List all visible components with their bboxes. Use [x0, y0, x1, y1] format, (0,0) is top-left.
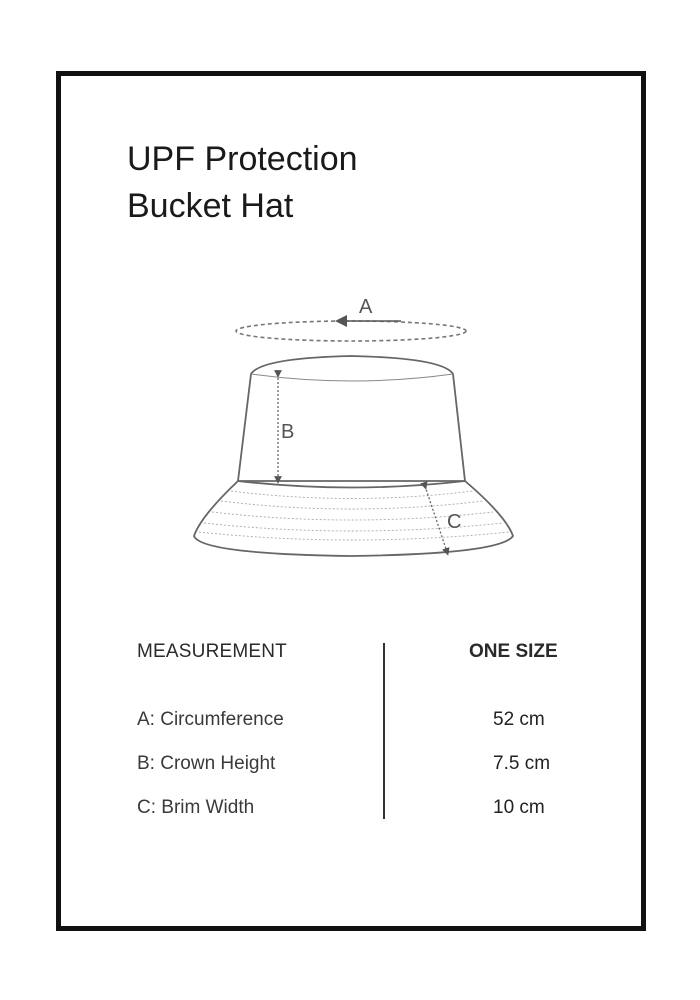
measurement-header: MEASUREMENT — [137, 641, 287, 662]
label-b: B — [281, 421, 295, 443]
circumference-ellipse — [236, 321, 466, 341]
hat-crown — [238, 356, 465, 481]
row-label-circumference: A: Circumference — [137, 709, 284, 730]
hat-brim — [194, 481, 513, 556]
row-value-circumference: 52 cm — [493, 709, 545, 730]
table-row — [61, 709, 641, 735]
table-row — [61, 753, 641, 779]
row-value-crown-height: 7.5 cm — [493, 753, 551, 774]
row-label-crown-height: B: Crown Height — [137, 753, 276, 774]
bucket-hat-diagram — [61, 76, 641, 676]
table-row — [61, 797, 641, 823]
row-label-brim-width: C: Brim Width — [137, 797, 255, 818]
title-line-2: Bucket Hat — [127, 187, 294, 225]
title-line-1: UPF Protection — [127, 140, 358, 178]
one-size-header: ONE SIZE — [469, 641, 558, 662]
label-c: C — [447, 511, 462, 533]
size-chart-frame — [56, 71, 646, 931]
label-a: A — [359, 296, 373, 318]
row-value-brim-width: 10 cm — [493, 797, 545, 818]
